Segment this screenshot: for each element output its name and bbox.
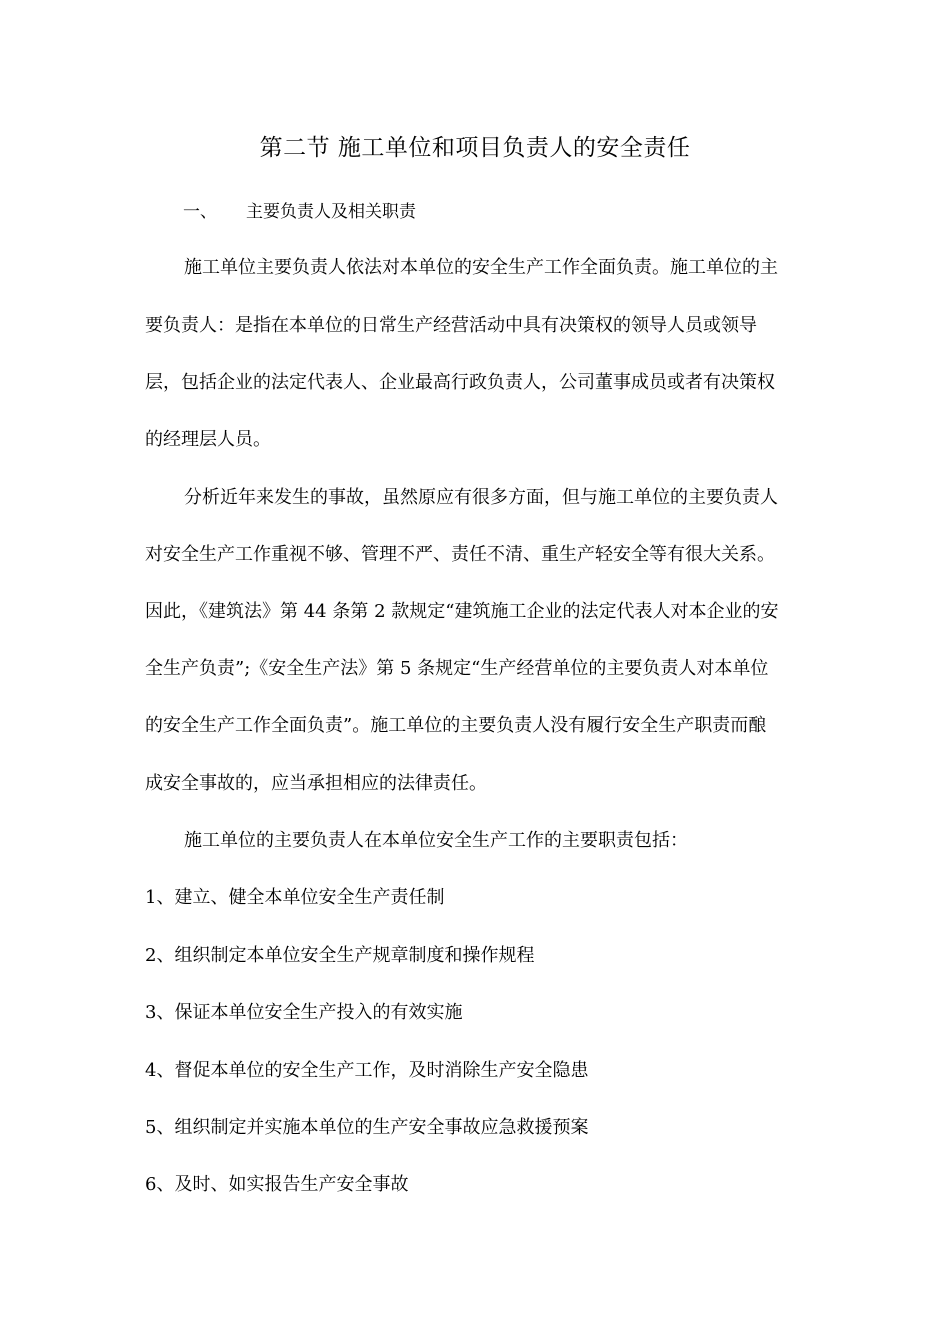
duty-item-4: 4、督促本单位的安全生产工作，及时消除生产安全隐患: [145, 1060, 589, 1081]
paragraph-1-line-1: 施工单位主要负责人依法对本单位的安全生产工作全面负责。施工单位的主: [184, 257, 778, 278]
duty-item-1: 1、建立、健全本单位安全生产责任制: [145, 887, 445, 908]
duty-item-2: 2、组织制定本单位安全生产规章制度和操作规程: [145, 945, 535, 966]
page-title: 第二节 施工单位和项目负责人的安全责任: [259, 135, 691, 161]
paragraph-2-line-3: 因此，《建筑法》第 44 条第 2 款规定“建筑施工企业的法定代表人对本企业的安: [145, 601, 779, 622]
duty-item-3: 3、保证本单位安全生产投入的有效实施: [145, 1002, 463, 1023]
duty-item-5: 5、组织制定并实施本单位的生产安全事故应急救援预案: [145, 1117, 589, 1138]
section-heading-text: 主要负责人及相关职责: [246, 202, 416, 222]
paragraph-1-line-3: 层，包括企业的法定代表人、企业最高行政负责人，公司董事成员或者有决策权: [145, 372, 775, 393]
paragraph-1-line-4: 的经理层人员。: [145, 429, 271, 450]
paragraph-2-line-6: 成安全事故的，应当承担相应的法律责任。: [145, 773, 487, 794]
duties-intro: 施工单位的主要负责人在本单位安全生产工作的主要职责包括：: [184, 830, 688, 851]
paragraph-2-line-1: 分析近年来发生的事故，虽然原应有很多方面，但与施工单位的主要负责人: [184, 487, 778, 508]
section-heading-number: 一、: [183, 202, 217, 222]
paragraph-2-line-2: 对安全生产工作重视不够、管理不严、责任不清、重生产轻安全等有很大关系。: [145, 544, 775, 565]
duty-item-6: 6、及时、如实报告生产安全事故: [145, 1174, 409, 1195]
paragraph-2-line-5: 的安全生产工作全面负责”。施工单位的主要负责人没有履行安全生产职责而酿: [145, 715, 767, 736]
section-heading: [183, 200, 416, 224]
paragraph-2-line-4: 全生产负责”;《安全生产法》第 5 条规定“生产经营单位的主要负责人对本单位: [145, 658, 769, 679]
paragraph-1-line-2: 要负责人：是指在本单位的日常生产经营活动中具有决策权的领导人员或领导: [145, 315, 757, 336]
